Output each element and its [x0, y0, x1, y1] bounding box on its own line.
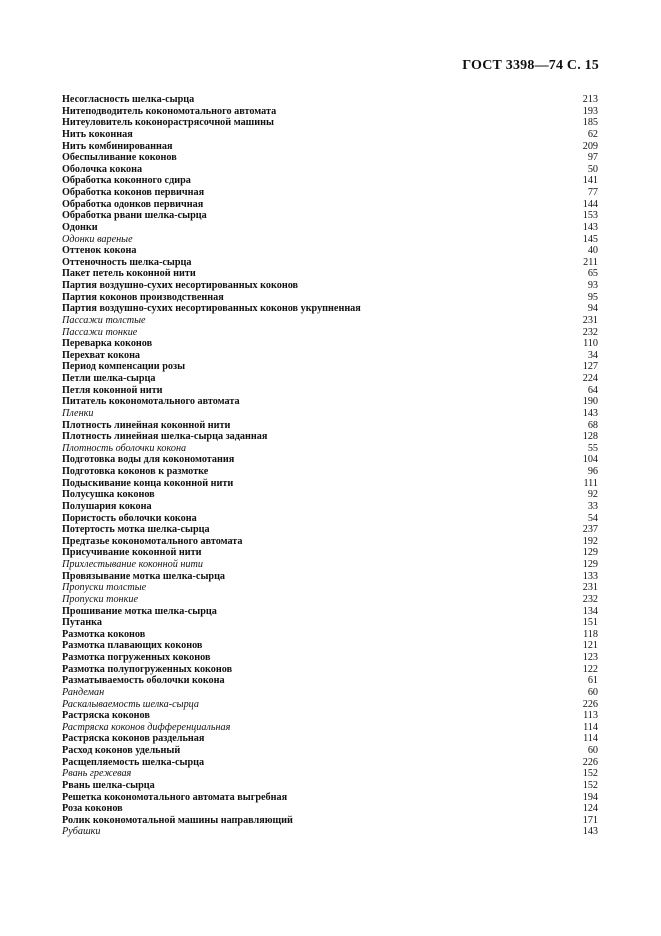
- index-term: Размотка погруженных коконов: [62, 652, 211, 663]
- index-page-number: 97: [587, 152, 598, 164]
- index-entry: [62, 94, 598, 106]
- index-page-number: 231: [582, 314, 598, 326]
- index-term: Пассажи тонкие: [62, 326, 138, 338]
- index-page-number: 129: [582, 547, 598, 559]
- index-term: Подготовка воды для кокономотания: [62, 454, 235, 466]
- index-term: Рвань шелка-сырца: [62, 779, 155, 791]
- index-entry: [62, 292, 598, 304]
- index-page-number: 124: [582, 803, 598, 815]
- index-entry: [62, 199, 598, 211]
- index-page-number: 64: [587, 384, 598, 396]
- index-entry: [62, 466, 598, 478]
- index-entry: [62, 722, 598, 734]
- index-term: Пакет петель коконной нити: [62, 268, 196, 280]
- index-entry: [62, 780, 598, 792]
- index-entry: [62, 303, 598, 315]
- index-term: Перехват кокона: [62, 349, 141, 361]
- index-page-number: 152: [582, 768, 598, 780]
- index-term: Подыскивание конца коконной нити: [62, 477, 234, 489]
- index-entry: [62, 687, 598, 699]
- index-term: Петля коконной нити: [62, 384, 163, 396]
- index-page-number: 153: [582, 210, 598, 222]
- index-page-number: 237: [582, 524, 598, 536]
- index-term: Разматываемость оболочки кокона: [62, 675, 225, 687]
- index-term: Пористость оболочки кокона: [62, 512, 197, 524]
- index-term: Размотка коконов: [62, 628, 146, 640]
- index-page-number: 192: [582, 535, 598, 547]
- index-term: Нитеподводитель кокономотального автомата: [62, 105, 277, 117]
- index-page-number: 128: [582, 431, 598, 443]
- index-entry: [62, 257, 598, 269]
- index-page-number: 77: [587, 187, 598, 198]
- index-entry: [62, 664, 598, 676]
- index-term: Плотность линейная коконной нити: [62, 419, 231, 431]
- index-entry: [62, 606, 598, 618]
- index-page-number: 114: [583, 721, 598, 733]
- index-entry: [62, 768, 598, 780]
- index-entry: [62, 745, 598, 757]
- index-page-number: 143: [582, 826, 598, 838]
- index-entry: [62, 420, 598, 432]
- index-page-number: 92: [587, 489, 598, 501]
- index-page-number: 55: [587, 442, 598, 454]
- index-term: Присучивание коконной нити: [62, 547, 202, 559]
- index-entry: [62, 408, 598, 420]
- index-entry: [62, 652, 598, 664]
- index-term: Размотка плавающих коконов: [62, 640, 203, 652]
- index-entry: [62, 699, 598, 711]
- index-term: Растряска коконов дифференциальная: [62, 721, 231, 733]
- index-term: Пассажи толстые: [62, 314, 146, 326]
- index-term: Размотка полупогруженных коконов: [62, 663, 233, 675]
- index-entry: [62, 501, 598, 513]
- index-entry: [62, 547, 598, 559]
- page-header: ГОСТ 3398—74 С. 15: [462, 58, 599, 73]
- index-entry: [62, 338, 598, 350]
- index-entry: [62, 594, 598, 606]
- index-page-number: 111: [583, 477, 598, 489]
- index-term: Растряска коконов раздельная: [62, 733, 205, 745]
- index-entry: [62, 117, 598, 129]
- index-term: Рубашки: [62, 826, 101, 838]
- index-page-number: 40: [587, 245, 598, 257]
- index-page-number: 60: [587, 686, 598, 698]
- index-page-number: 114: [583, 733, 598, 745]
- index-entry: [62, 757, 598, 769]
- index-term: Партия воздушно-сухих несортированных коконов укрупненная: [62, 303, 361, 315]
- index-entry: [62, 733, 598, 745]
- index-term: Плотность линейная шелка-сырца заданная: [62, 431, 268, 443]
- index-term: Полушария кокона: [62, 500, 152, 512]
- index-term: Питатель кокономотального автомата: [62, 396, 240, 408]
- index-term: Потертость мотка шелка-сырца: [62, 524, 210, 536]
- index-entry: [62, 141, 598, 153]
- index-term: Переварка коконов: [62, 338, 153, 350]
- index-entry: [62, 582, 598, 594]
- index-term: Рвань грежевая: [62, 768, 132, 780]
- index-entry: [62, 234, 598, 246]
- index-page-number: 185: [582, 117, 598, 129]
- index-term: Нить комбинированная: [62, 140, 173, 152]
- index-page-number: 133: [582, 570, 598, 582]
- index-term: Пропуски тонкие: [62, 593, 138, 605]
- index-term: Растряска коконов: [62, 710, 150, 722]
- index-term: Оттеночность шелка-сырца: [62, 256, 192, 268]
- index-page-number: 93: [587, 280, 598, 291]
- index-page-number: 213: [582, 94, 598, 105]
- index-page-number: 129: [582, 559, 598, 570]
- index-term: Обеспыливание коконов: [62, 152, 177, 164]
- index-page-number: 50: [587, 163, 598, 175]
- index-entry: [62, 617, 598, 629]
- index-entry: [62, 803, 598, 815]
- index-term: Одонки вареные: [62, 233, 133, 245]
- index-page-number: 145: [582, 233, 598, 245]
- index-term: Роза коконов: [62, 803, 123, 815]
- index-page-number: 144: [582, 198, 598, 210]
- index-term: Подготовка коконов к размотке: [62, 466, 209, 477]
- index-page-number: 151: [582, 617, 598, 629]
- index-term: Путанка: [62, 617, 102, 629]
- index-page-number: 110: [583, 338, 598, 350]
- index-entry: [62, 571, 598, 583]
- index-entry: [62, 106, 598, 118]
- index-page-number: 65: [587, 268, 598, 280]
- index-page-number: 171: [582, 814, 598, 826]
- index-term: Одонки: [62, 221, 98, 233]
- index-page-number: 94: [587, 303, 598, 315]
- index-entry: [62, 815, 598, 827]
- index-term: Партия коконов производственная: [62, 291, 224, 303]
- index-page-number: 123: [582, 652, 598, 663]
- index-term: Обработка коконного сдира: [62, 175, 191, 187]
- index-page-number: 61: [587, 675, 598, 687]
- index-entry: [62, 640, 598, 652]
- index-entry: [62, 489, 598, 501]
- index-entry: [62, 373, 598, 385]
- index-entry: [62, 431, 598, 443]
- index-page-number: 211: [583, 256, 598, 268]
- index-page-number: 95: [587, 291, 598, 303]
- index-page-number: 224: [582, 373, 598, 384]
- index-term: Полусушка коконов: [62, 489, 155, 501]
- index-term: Несогласность шелка-сырца: [62, 94, 195, 105]
- index-entry: [62, 396, 598, 408]
- index-term: Раскалываемость шелка-сырца: [62, 698, 199, 710]
- index-page-number: 231: [582, 582, 598, 594]
- index-entry: [62, 350, 598, 362]
- index-entry: [62, 454, 598, 466]
- index-page-number: 226: [582, 698, 598, 710]
- index-term: Расход коконов удельный: [62, 745, 181, 756]
- index-term: Обработка одонков первичная: [62, 198, 204, 210]
- index-entry: [62, 513, 598, 525]
- index-term: Плотность оболочки кокона: [62, 442, 187, 454]
- index-entry: [62, 210, 598, 222]
- index-page-number: 194: [582, 791, 598, 803]
- index-page-number: 113: [583, 710, 598, 722]
- index-page-number: 143: [582, 407, 598, 419]
- index-term: Оболочка кокона: [62, 163, 143, 175]
- index-term: Обработка рвани шелка-сырца: [62, 210, 207, 222]
- index-page-number: 34: [587, 349, 598, 361]
- index-entry: [62, 710, 598, 722]
- index-entry: [62, 792, 598, 804]
- index-page-number: 232: [582, 593, 598, 605]
- index-term: Пропуски толстые: [62, 582, 147, 594]
- index-entry: [62, 175, 598, 187]
- index-term: Провязывание мотка шелка-сырца: [62, 570, 226, 582]
- index-entry: [62, 361, 598, 373]
- index-entry: [62, 826, 598, 838]
- index-term: Нить коконная: [62, 128, 133, 140]
- index-term: Партия воздушно-сухих несортированных коконов: [62, 280, 299, 291]
- index-entry: [62, 385, 598, 397]
- index-page-number: 193: [582, 105, 598, 117]
- index-entry: [62, 268, 598, 280]
- index-page-number: 54: [587, 512, 598, 524]
- index-term: Ролик кокономотальной машины направляющий: [62, 814, 293, 826]
- index-page-number: 118: [583, 628, 598, 640]
- index-page-number: 127: [582, 361, 598, 373]
- index-entry: [62, 478, 598, 490]
- index-entry: [62, 245, 598, 257]
- index-entry: [62, 222, 598, 234]
- index-entry: [62, 559, 598, 571]
- index-term: Прошивание мотка шелка-сырца: [62, 605, 217, 617]
- index-page-number: 143: [582, 221, 598, 233]
- index-term: Период компенсации розы: [62, 361, 186, 373]
- index-term: Нитеуловитель коконорастрясочной машины: [62, 117, 274, 129]
- index-page-number: 62: [587, 128, 598, 140]
- index-term: Рандеман: [62, 686, 105, 698]
- index-entry: [62, 443, 598, 455]
- index-entry: [62, 187, 598, 199]
- index-term: Пленки: [62, 407, 94, 419]
- index-term: Решетка кокономотального автомата выгребная: [62, 791, 288, 803]
- index-page-number: 60: [587, 745, 598, 756]
- index-page-number: 121: [582, 640, 598, 652]
- index-term: Обработка коконов первичная: [62, 187, 205, 198]
- index-entry: [62, 164, 598, 176]
- index-page-number: 33: [587, 500, 598, 512]
- index-entry: [62, 536, 598, 548]
- index-list: [62, 94, 598, 838]
- index-entry: [62, 129, 598, 141]
- index-entry: [62, 524, 598, 536]
- index-page-number: 232: [582, 326, 598, 338]
- index-entry: [62, 152, 598, 164]
- index-page-number: 141: [582, 175, 598, 187]
- index-term: Прихлестывание коконной нити: [62, 559, 203, 570]
- index-entry: [62, 280, 598, 292]
- index-term: Петли шелка-сырца: [62, 373, 156, 384]
- index-page-number: 96: [587, 466, 598, 477]
- index-page-number: 226: [582, 756, 598, 768]
- index-entry: [62, 675, 598, 687]
- index-entry: [62, 629, 598, 641]
- index-page-number: 68: [587, 419, 598, 431]
- index-page-number: 134: [582, 605, 598, 617]
- index-page-number: 190: [582, 396, 598, 408]
- index-page-number: 209: [582, 140, 598, 152]
- index-page-number: 104: [582, 454, 598, 466]
- index-term: Предтазье кокономотального автомата: [62, 535, 243, 547]
- index-entry: [62, 315, 598, 327]
- index-entry: [62, 327, 598, 339]
- index-term: Расщепляемость шелка-сырца: [62, 756, 205, 768]
- index-page-number: 152: [582, 779, 598, 791]
- index-page-number: 122: [582, 663, 598, 675]
- index-term: Оттенок кокона: [62, 245, 137, 257]
